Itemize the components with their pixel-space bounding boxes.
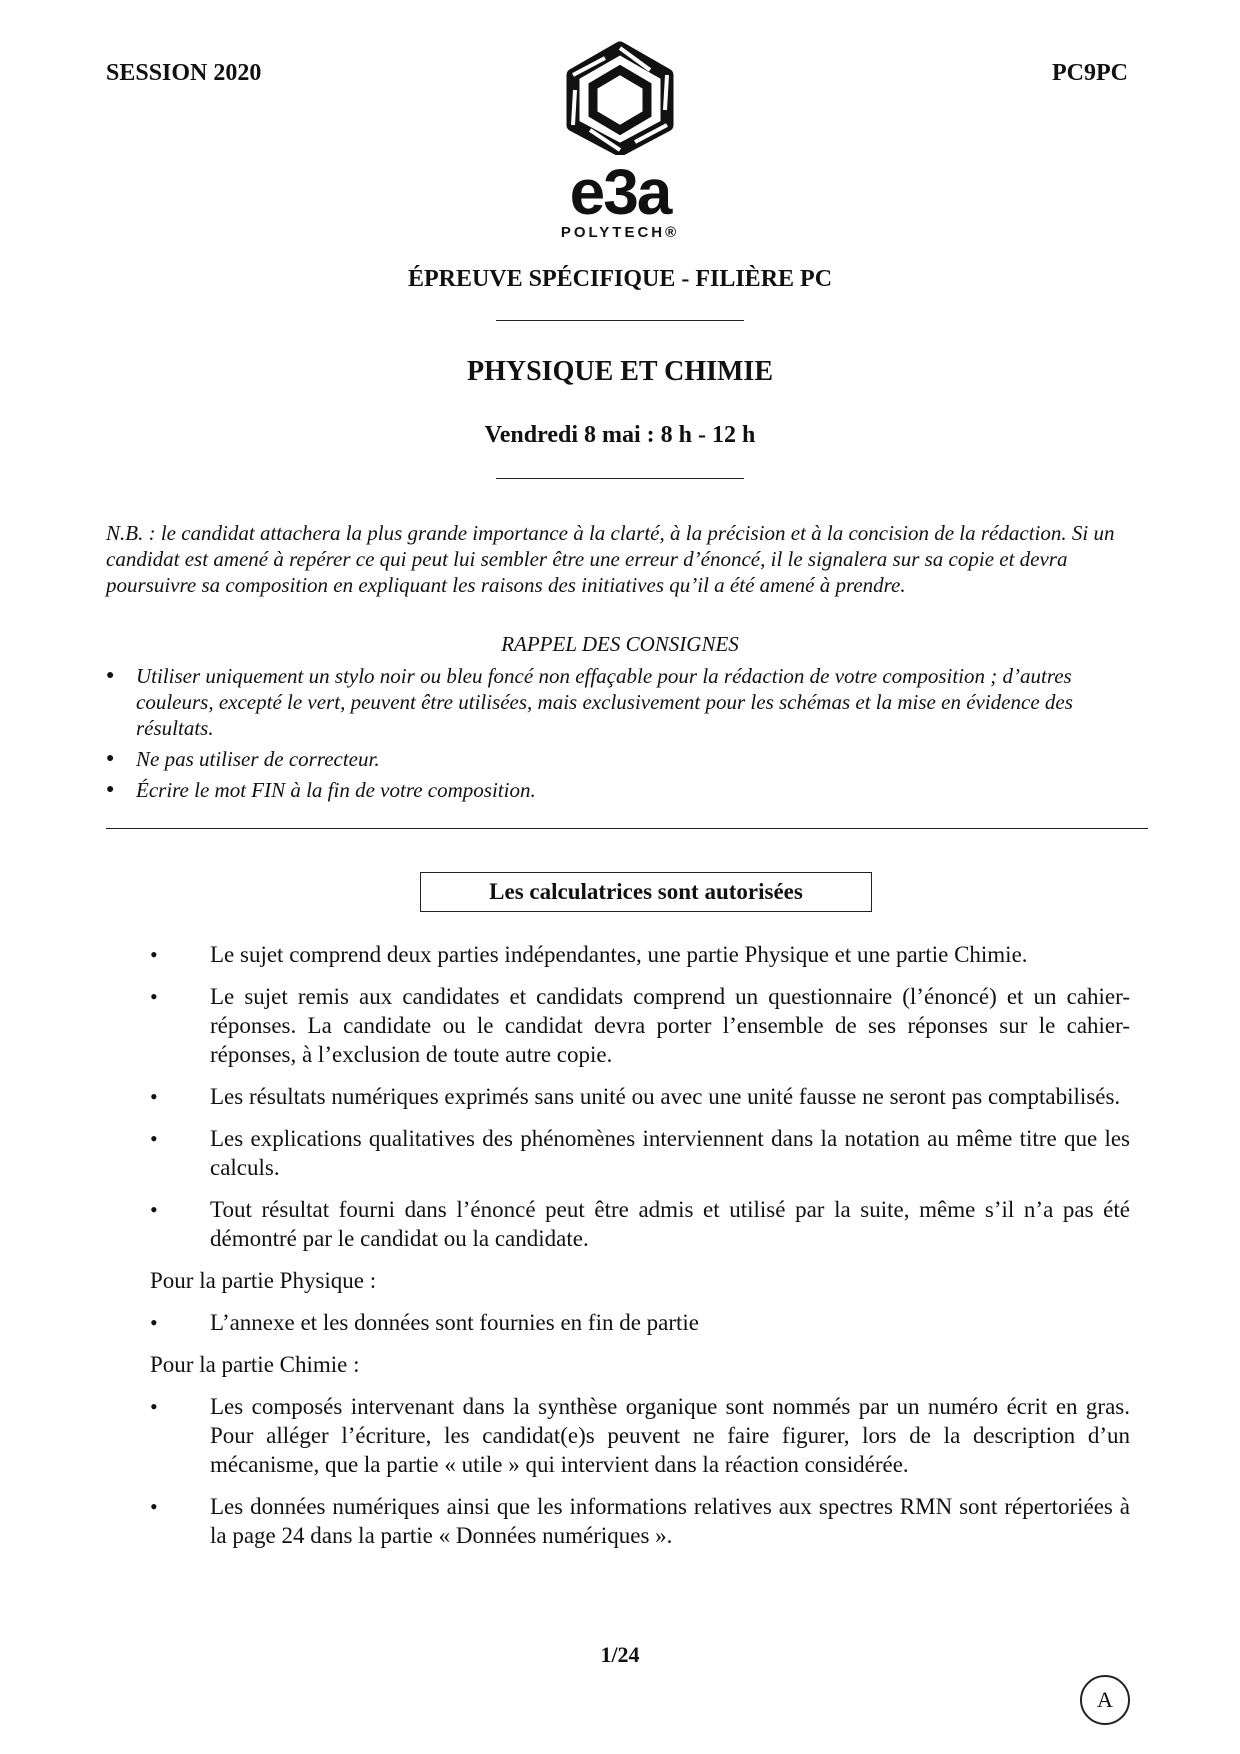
page-number: 1/24 [600,1642,640,1667]
polytech-knot-icon [555,40,685,155]
bullet-icon: • [150,1310,158,1335]
e3a-logo [555,40,685,240]
list-item: • Le sujet comprend deux parties indépendantes, une partie Physique et une partie Chimie. [150,942,1028,967]
nb-paragraph: N.B. : le candidat attachera la plus grande importance à la clarté, à la précision et à la concision de la rédaction. Si un candidat est amené à repérer ce qui peut lui sembler être une erreur d’énoncé, il le signalera sur sa copie et devra poursuivre sa composition en expliquant les raisons des initiatives qu’il a été amené à prendre. [106,521,1115,597]
list-item: • Le sujet remis aux candidates et candidats comprend un questionnaire (l’énoncé) et un cahier-réponses. La candidate ou le candidat devra porter l’ensemble de ses réponses sur le cahier- réponses, à l’exclusion de toute autre copie. [150,984,1130,1067]
bullet-icon: • [150,1126,158,1151]
bullet-icon: • [150,1197,158,1222]
bullet-icon: • [150,1494,158,1519]
physique-heading: Pour la partie Physique : [150,1268,377,1293]
session-label: SESSION 2020 [106,60,262,86]
consignes-list [106,663,1146,808]
list-item: ● Écrire le mot FIN à la fin de votre composition. [106,778,536,802]
bullet-icon: • [150,942,158,967]
bullet-icon: ● [106,751,115,766]
divider-2 [496,478,744,479]
divider-1 [496,320,744,321]
epreuve-heading: ÉPREUVE SPÉCIFIQUE - FILIÈRE PC [407,266,833,292]
bullet-icon: ● [106,782,115,797]
exam-code: PC9PC [1052,60,1128,86]
list-item: • Les résultats numériques exprimés sans unité ou avec une unité fausse ne seront pas comptabilisés. [150,1084,1121,1109]
list-item: • Les explications qualitatives des phénomènes interviennent dans la notation au même titre que les calculs. [150,1126,1130,1180]
exam-date: Vendredi 8 mai : 8 h - 12 h [484,422,756,448]
bullet-icon: ● [106,668,115,683]
bullet-icon: • [150,1084,158,1109]
list-item: • L’annexe et les données sont fournies en fin de partie [150,1310,700,1335]
list-item: • Les composés intervenant dans la synthèse organique sont nommés par un numéro écrit en gras. Pour alléger l’écriture, les candidat(e)s peuvent ne faire figurer, lors de la description d’un mécanisme, que la partie « utile » qui intervient dans la réaction considérée. [150,1394,1130,1477]
divider-long [106,828,1148,829]
logo-wordmark: e3a [569,156,671,228]
chimie-heading: Pour la partie Chimie : [150,1352,360,1377]
variant-badge: A [1080,1675,1130,1725]
calculator-notice: Les calculatrices sont autorisées [420,872,872,912]
bullet-icon: • [150,984,158,1009]
instructions-body [150,940,1130,1563]
list-item: • Tout résultat fourni dans l’énoncé peut être admis et utilisé par la suite, même s’il n’a pas été démontré par le candidat ou la candidate. [150,1197,1130,1251]
list-item: ● Ne pas utiliser de correcteur. [106,747,380,771]
list-item: • Les données numériques ainsi que les informations relatives aux spectres RMN sont répertoriées à la page 24 dans la partie « Données numériques ». [150,1494,1130,1548]
page-title: PHYSIQUE ET CHIMIE [467,356,773,387]
rappel-heading: RAPPEL DES CONSIGNES [501,632,739,656]
bullet-icon: • [150,1394,158,1419]
logo-subtitle: POLYTECH® [560,224,680,241]
list-item: ● Utiliser uniquement un stylo noir ou bleu foncé non effaçable pour la rédaction de votre composition ; d’autres couleurs, excepté le vert, peuvent être utilisées, mais exclusivement pour les schémas et la mise en évidence des résultats. [106,664,1073,740]
